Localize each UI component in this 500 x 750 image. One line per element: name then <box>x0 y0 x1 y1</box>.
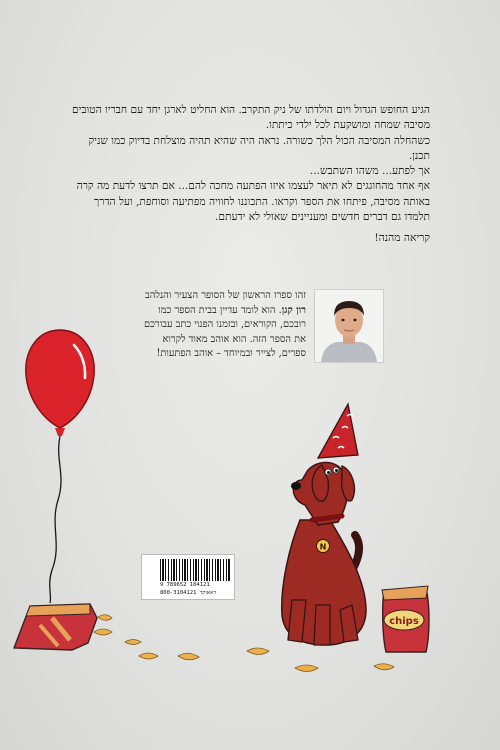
left-chips-bag <box>14 604 97 650</box>
author-bio-rest: . הוא לומד עדיין בבית הספר כמו רובכם, הקוראים, ובזמנו הפנוי כתב עבורכם את הספר הזה. הוא אוהב מאוד לקרוא ספרים, לצייר ובמיוחד – אוהב הפתעות! <box>144 304 306 360</box>
author-bio-intro: זהו ספרו הראשון של הסופר הצעיר והנלהב <box>145 290 306 301</box>
balloon <box>26 330 94 603</box>
publisher-code: 800-3104121 דאאוקד <box>160 590 216 596</box>
blurb-paragraph: אף אחד מהחוגגים לא תיאר לעצמו איזו הפתעה מחכה להם... אם תרצו לדעת מה קרה באותה מסיבה, פיתחו את הספר וקראו. התכוננו לחוויה מפתיעה וסוחפת, ועל הדרך תלמדו גם דברים חדשים ומעניינים שאולי לא ידעתם. <box>76 180 430 224</box>
isbn-number: 9 789652 104121 <box>160 582 210 588</box>
dog-tag-letter: N <box>319 542 327 552</box>
blurb-paragraph: כשהחלה המסיבה הכול הלך כשורה. נראה היה שהיא תהיה מוצלחת בדיוק כמו שניק תכנן. <box>88 134 430 162</box>
barcode <box>141 554 235 600</box>
blurb-paragraph: הגיע החופש הגדול ויום הולדתו של ניק התקרב. הוא החליט לארגן יחד עם חבריו הטובים מסיבה שמחה ומושקעת לכל ילדי כיתתו. <box>72 104 430 132</box>
right-bag-label: chips <box>389 616 419 627</box>
dog <box>282 404 366 645</box>
blurb-signoff: קריאה מהנה! <box>374 232 430 245</box>
barcode-lines <box>160 559 230 581</box>
right-chips-bag <box>382 586 429 652</box>
blurb-paragraph: אך לפתע... משהו השתבש... <box>309 165 430 178</box>
author-name: רון קגן <box>281 304 306 316</box>
